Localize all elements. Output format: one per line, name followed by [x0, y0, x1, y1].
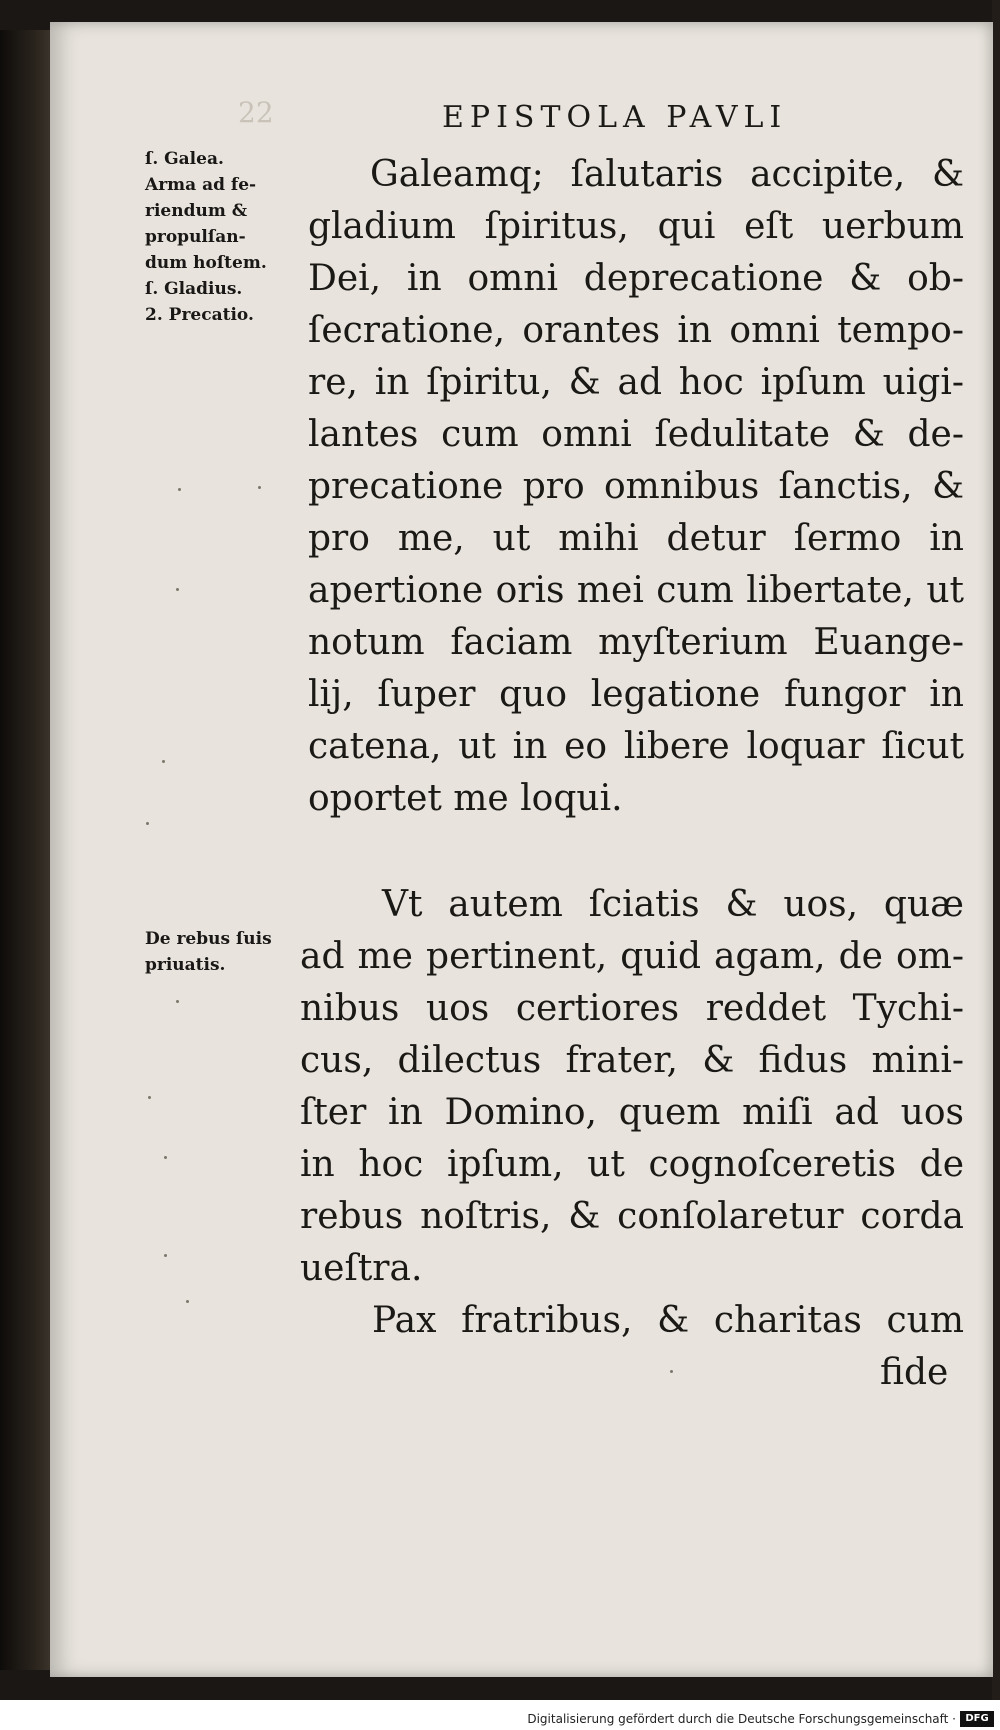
paper-speck: [146, 822, 149, 825]
margin-note-line: ſ. Gladius.: [145, 279, 243, 299]
margin-note-line: riendum &: [145, 201, 248, 221]
paper-speck: [162, 760, 165, 763]
text-line: Dei, in omni deprecatione & ob-: [308, 258, 964, 299]
dfg-logo: DFG: [960, 1711, 994, 1727]
text-line: ueſtra.: [300, 1248, 423, 1289]
paper-speck: [186, 1300, 189, 1303]
margin-note-line: Arma ad fe-: [145, 175, 257, 195]
paper-speck: [176, 588, 179, 591]
text-line: ad me pertinent, quid agam, de om-: [300, 936, 964, 977]
text-line: pro me, ut mihi detur ſermo in: [308, 518, 964, 559]
text-line: re, in ſpiritu, & ad hoc ipſum uigi-: [308, 362, 964, 403]
text-line: lij, ſuper quo legatione fungor in: [308, 674, 964, 715]
margin-note-line: ſ. Galea.: [145, 149, 224, 169]
faded-page-number: 22: [238, 96, 274, 129]
text-line: lantes cum omni ſedulitate & de-: [308, 414, 964, 455]
book-spine-shadow: [0, 30, 50, 1670]
margin-note-line: dum hoſtem.: [145, 253, 267, 273]
text-line: cus, dilectus frater, & fidus mini-: [300, 1040, 964, 1081]
text-line: Galeamq; ſalutaris accipite, &: [370, 154, 964, 195]
margin-note-line: priuatis.: [145, 955, 226, 975]
paper-speck: [164, 1254, 167, 1257]
paper-speck: [164, 1156, 167, 1159]
text-line: precatione pro omnibus ſanctis, &: [308, 466, 964, 507]
paper-speck: [258, 486, 261, 489]
text-line: ſter in Domino, quem miſi ad uos: [300, 1092, 964, 1133]
running-head: EPISTOLA PAVLI: [442, 100, 788, 135]
page-right-edge: [992, 0, 1000, 1730]
text-line: notum faciam myſterium Euange-: [308, 622, 964, 663]
paper-speck: [176, 1000, 179, 1003]
margin-note-line: propulſan-: [145, 227, 246, 247]
margin-note-private-affairs: [145, 926, 272, 978]
margin-note-armor: [145, 146, 267, 328]
text-line: gladium ſpiritus, qui eſt uerbum: [308, 206, 964, 247]
margin-note-line: 2. Precatio.: [145, 305, 254, 325]
text-line: rebus noſtris, & conſolaretur corda: [300, 1196, 964, 1237]
margin-note-line: De rebus ſuis: [145, 929, 272, 949]
text-line: nibus uos certiores reddet Tychi-: [300, 988, 964, 1029]
text-line: oportet me loqui.: [308, 778, 623, 819]
paper-speck: [670, 1370, 673, 1373]
footer-credit: Digitalisierung gefördert durch die Deutsche Forschungsgemeinschaft ·: [527, 1712, 956, 1726]
text-line: Pax fratribus, & charitas cum: [372, 1300, 964, 1341]
paper-speck: [178, 488, 181, 491]
text-line: catena, ut in eo libere loquar ſicut: [308, 726, 964, 767]
text-line: Vt autem ſciatis & uos, quæ: [382, 884, 964, 925]
text-line: in hoc ipſum, ut cognoſceretis de: [300, 1144, 964, 1185]
text-line: ſecratione, orantes in omni tempo-: [308, 310, 964, 351]
catchword: fide: [880, 1352, 949, 1393]
text-line: apertione oris mei cum libertate, ut: [308, 570, 964, 611]
paper-speck: [148, 1096, 151, 1099]
